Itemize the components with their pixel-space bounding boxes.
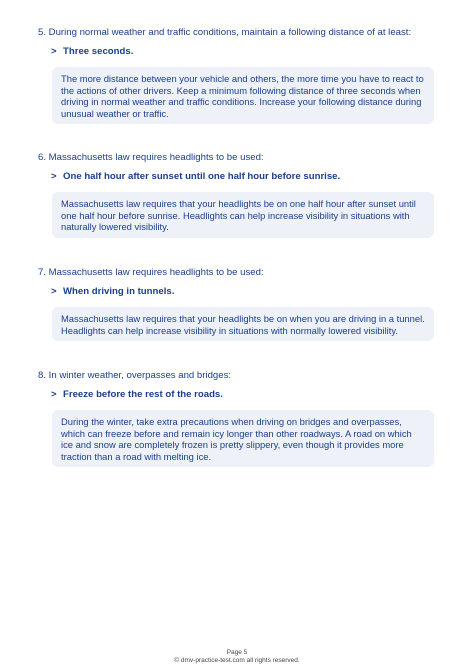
answer-marker: > <box>51 286 57 297</box>
answer-text: One half hour after sunset until one half hour before sunrise. <box>63 171 341 182</box>
question-text: 8. In winter weather, overpasses and bridges: <box>38 370 232 381</box>
question-7 <box>38 267 448 341</box>
answer-marker: > <box>51 171 57 182</box>
answer-marker: > <box>51 389 57 400</box>
question-text: 7. Massachusetts law requires headlights to be used: <box>38 267 264 278</box>
answer <box>51 389 448 401</box>
answer <box>51 286 448 298</box>
answer-text: Freeze before the rest of the roads. <box>63 389 223 400</box>
explanation-box: The more distance between your vehicle and others, the more time you have to react to the actions of other drivers. Keep a minimum following distance of three seconds when driving in normal weather and traffic conditions. Increase your following distance during unusual weather or traffic. <box>52 67 434 124</box>
question-5 <box>38 27 448 124</box>
question-text: 6. Massachusetts law requires headlights to be used: <box>38 152 264 163</box>
answer-text: Three seconds. <box>63 46 134 57</box>
explanation-box: Massachusetts law requires that your headlights be on one half hour after sunset until one half hour before sunrise. Headlights can help increase visibility in situations with naturally lowered visibility. <box>52 192 434 238</box>
copyright-notice: © dmv-practice-test.com all rights reserved. <box>174 657 300 664</box>
answer <box>51 46 448 58</box>
question-text: 5. During normal weather and traffic conditions, maintain a following distance of at least: <box>38 27 412 38</box>
answer-marker: > <box>51 46 57 57</box>
answer <box>51 171 448 183</box>
page-number: Page 5 <box>226 649 248 656</box>
question-6 <box>38 152 448 238</box>
answer-text: When driving in tunnels. <box>63 286 175 297</box>
explanation-box: Massachusetts law requires that your headlights be on when you are driving in a tunnel. Headlights can help increase visibility in situations with normally lowered visibility. <box>52 307 434 341</box>
explanation-box: During the winter, take extra precautions when driving on bridges and overpasses, which can freeze before and remain icy longer than other roadways. A road on which ice and snow are completely frozen is pretty slippery, even though it provides more traction than a road with melting ice. <box>52 410 434 467</box>
question-8 <box>38 370 448 467</box>
